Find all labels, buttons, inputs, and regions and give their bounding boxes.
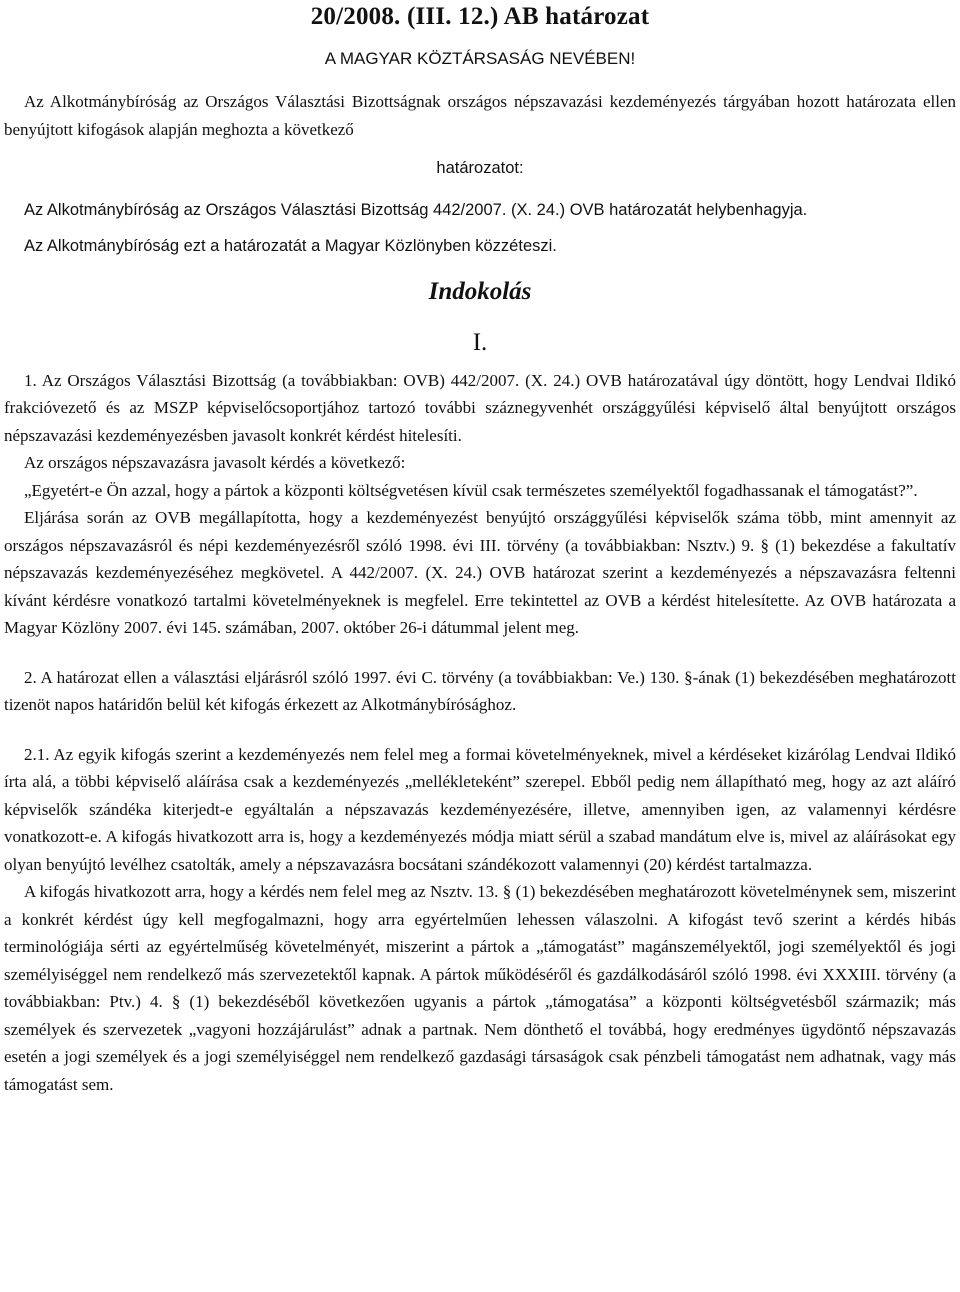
decision-line-1: Az Alkotmánybíróság az Országos Választási Bizottság 442/2007. (X. 24.) OVB határozatát helybenhagyja. [24, 200, 808, 219]
decision-line-2: Az Alkotmánybíróság ezt a határozatát a Magyar Közlönyben közzéteszi. [24, 237, 557, 255]
document-subtitle: A MAGYAR KÖZTÁRSASÁG NEVÉBEN! [324, 49, 636, 68]
paragraph-5: 2. A határozat ellen a választási eljárásról szóló 1997. évi C. törvény (a továbbiakban: Ve.) 130. §-ának (1) bekezdésében meghatározott tizenöt napos határidőn belül két kifogás érkezett az Alkotmánybírósághoz. [4, 667, 956, 714]
document-title: 20/2008. (III. 12.) AB határozat [310, 3, 650, 30]
paragraph-3: „Egyetért-e Ön azzal, hogy a pártok a központi költségvetésen kívül csak természetes személyektől fogadhassanak el támogatást?”. [24, 480, 918, 500]
paragraph-2: Az országos népszavazásra javasolt kérdés a következő: [24, 453, 406, 472]
paragraph-6: 2.1. Az egyik kifogás szerint a kezdeményezés nem felel meg a formai követelményeknek, mivel a kérdéseket kizárólag Lendvai Ildikó írta alá, a többi képviselő aláírása csak a kezdeményezés „mellékleteként” szerepel. Ebből pedig nem állapítható meg, hogy az azt aláíró képviselők szándéka kiterjedt-e egyáltalán a népszavazás kezdeményezésére, illetve, amennyiben igen, az valamennyi kérdésre vonatkozott-e. A kifogás hivatkozott arra is, hogy a kezdeményezés módja miatt sérül a szabad mandátum elve is, mivel az aláírásokat egy olyan benyújtó levélhez csatolták, amely a népszavazásra bocsátani szándékozott valamennyi (20) kérdést tartalmazza. [4, 744, 956, 874]
reasoning-heading: Indokolás [428, 277, 532, 305]
paragraph-7: A kifogás hivatkozott arra, hogy a kérdés nem felel meg az Nsztv. 13. § (1) bekezdésében meghatározott követelménynek sem, miszerint a konkrét kérdést úgy kell megfogalmazni, hogy arra egyértelműen lehessen válaszolni. A kifogást tevő szerint a kérdés hibás terminológiája sérti az egyértelműség követelményét, miszerint a pártok a „támogatást” magánszemélyektől, jogi személyektől és jogi személyiséggel nem rendelkező más szervezetektől kapnak. A pártok működéséről és gazdálkodásáról szóló 1998. évi XXXIII. törvény (a továbbiakban: Ptv.) 4. § (1) bekezdéséből következően ugyanis a pártok „támogatása” a központi költségvetésből származik; más személyek és szervezetek „vagyoni hozzájárulást” adnak a partnak. Nem dönthető el továbbá, hogy eredményes ügydöntő népszavazás esetén a jogi személyek és a jogi személyiséggel nem rendelkező gazdasági társaságok csak pénzbeli támogatást nem adhatnak, vagy más támogatást sem. [4, 882, 956, 1094]
paragraph-4: Eljárása során az OVB megállapította, hogy a kezdeményezést benyújtó országgyűlési képviselők száma több, mint amennyit az országos népszavazásról és népi kezdeményezésről szóló 1998. évi III. törvény (a továbbiakban: Nsztv.) 9. § (1) bekezdése a fakultatív népszavazás kezdeményezéséhez megkövetel. A 442/2007. (X. 24.) OVB határozat szerint a kezdeményezés a népszavazásra feltenni kívánt kérdésre vonatkozó tartalmi követelményeknek is megfelel. Erre tekintettel az OVB a kérdést hitelesítette. Az OVB határozata a Magyar Közlöny 2007. évi 145. számában, 2007. október 26-i dátummal jelent meg. [4, 508, 956, 637]
intro-paragraph: Az Alkotmánybíróság az Országos Választási Bizottságnak országos népszavazási kezdeményezés tárgyában hozott határozata ellen benyújtott kifogások alapján meghozta a következő [4, 92, 956, 139]
section-numeral: I. [472, 328, 488, 356]
paragraph-1: 1. Az Országos Választási Bizottság (a továbbiakban: OVB) 442/2007. (X. 24.) OVB határozatával úgy döntött, hogy Lendvai Ildikó frakcióvezető és az MSZP képviselőcsoportjához tartozó további száznegyvenhét országgyűlési képviselő által benyújtott országos népszavazási kezdeményezésben javasolt konkrét kérdést hitelesíti. [4, 370, 956, 445]
decision-label: határozatot: [436, 159, 524, 177]
